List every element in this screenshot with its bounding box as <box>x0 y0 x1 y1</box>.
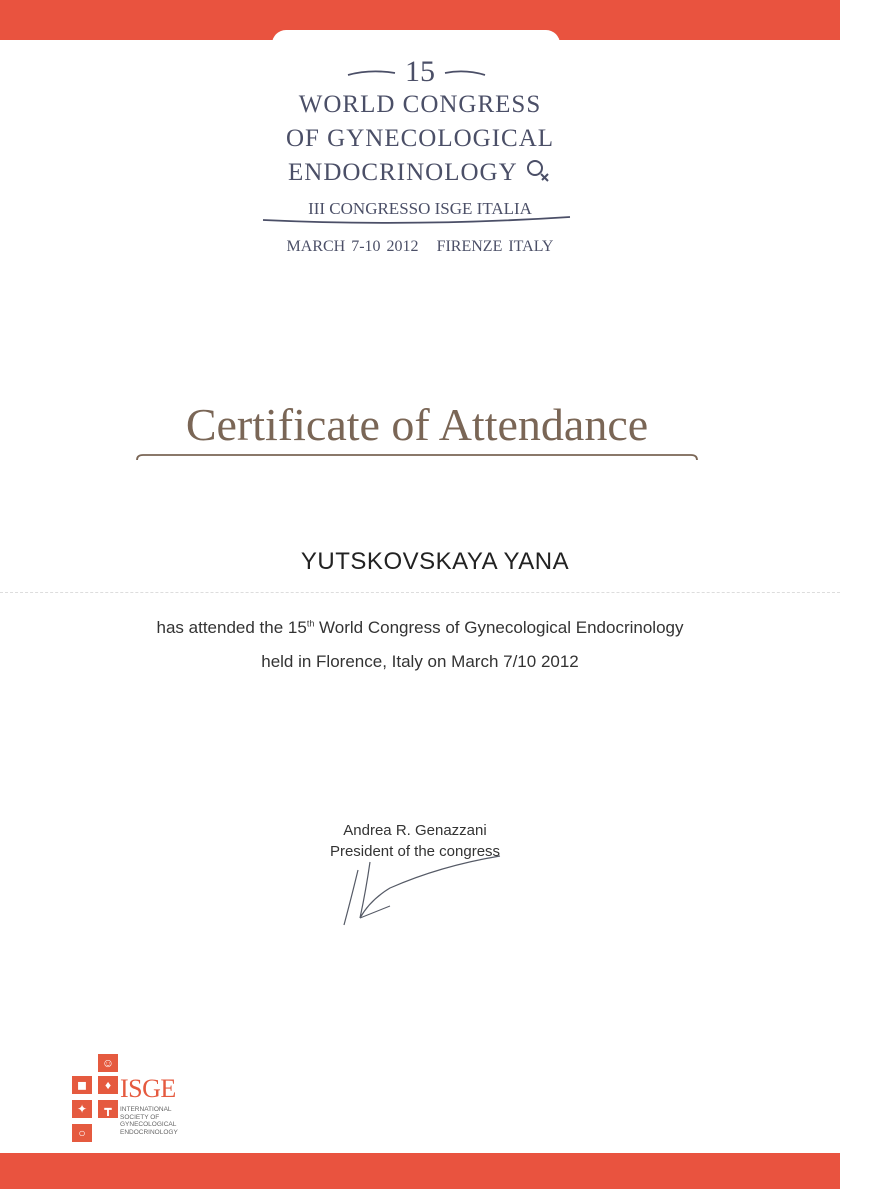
isge-subtitle: INTERNATIONAL SOCIETY OF GYNECOLOGICAL ENDOCRINOLOGY <box>120 1106 178 1136</box>
statement-part-2: World Congress of Gynecological Endocrinology <box>314 618 684 637</box>
emblem-tile: ┳ <box>98 1100 118 1118</box>
female-symbol-icon <box>524 158 552 184</box>
congress-line-3 <box>255 158 585 187</box>
isge-logo <box>66 1050 196 1150</box>
signature-mark <box>330 840 530 940</box>
statement-part-1: has attended the 15 <box>156 618 307 637</box>
congress-line-1: WORLD CONGRESS <box>298 91 542 118</box>
emblem-tile: ◼ <box>72 1076 92 1094</box>
emblem-tile: ✦ <box>72 1100 92 1118</box>
signatory-name: Andrea R. Genazzani <box>343 822 487 839</box>
signatory-role: President of the congress <box>329 843 501 860</box>
congress-logo <box>255 55 585 265</box>
recipient-name: YUTSKOVSKAYA YANA <box>300 548 570 575</box>
ordinal-suffix: th <box>306 618 315 629</box>
congress-place: FIRENZE ITALY <box>436 238 554 255</box>
congress-line-4: III CONGRESSO ISGE ITALIA <box>308 199 532 218</box>
congress-line-2: OF GYNECOLOGICAL <box>285 125 555 152</box>
certificate-title: Certificate of Attendance <box>185 399 649 450</box>
page-edge <box>840 0 873 1200</box>
emblem-tile: ♦ <box>98 1076 118 1094</box>
congress-dates-line <box>255 238 585 256</box>
title-underline <box>135 452 699 462</box>
congress-number: 15 <box>405 55 435 88</box>
congress-dates: MARCH 7-10 2012 <box>286 238 419 255</box>
bottom-color-band <box>0 1153 840 1189</box>
isge-emblem-icon: ☺ <box>98 1054 118 1072</box>
congress-line-3-text: ENDOCRINOLOGY <box>288 159 517 186</box>
attendance-statement-line-2: held in Florence, Italy on March 7/10 2012 <box>261 652 579 671</box>
attendance-statement-line-1 <box>120 618 720 638</box>
isge-name: ISGE <box>120 1074 176 1103</box>
emblem-tile: ○ <box>72 1124 92 1142</box>
fold-line <box>0 592 840 593</box>
